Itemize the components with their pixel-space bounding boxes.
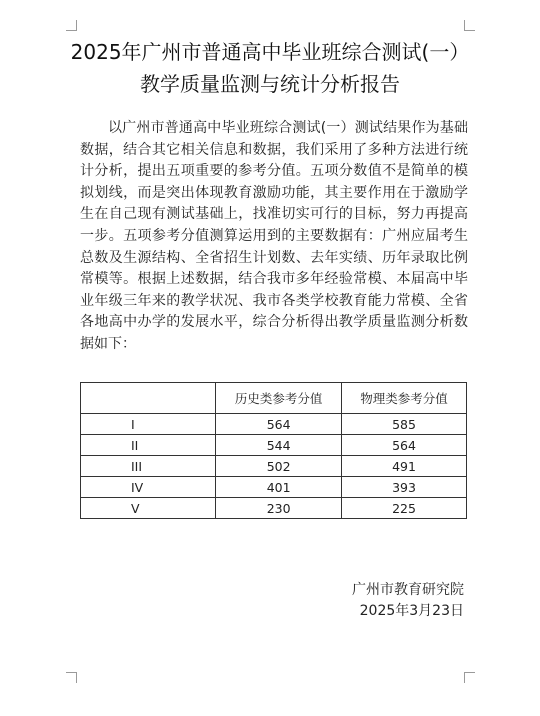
row-history-score: 401 (216, 477, 342, 498)
header-level (81, 383, 216, 414)
report-title: 2025年广州市普通高中毕业班综合测试(一）教学质量监测与统计分析报告 (70, 40, 470, 96)
issuing-organization: 广州市教育研究院 (352, 582, 464, 598)
row-physics-score: 491 (342, 456, 467, 477)
table-row (81, 456, 467, 477)
table-row (81, 477, 467, 498)
row-history-score: 544 (216, 435, 342, 456)
table-row (81, 435, 467, 456)
table-body (81, 414, 467, 519)
crop-mark-top-left (66, 20, 77, 31)
row-physics-score: 585 (342, 414, 467, 435)
table-row (81, 498, 467, 519)
row-level: IV (81, 477, 216, 498)
header-history: 历史类参考分值 (216, 383, 342, 414)
row-level: II (81, 435, 216, 456)
row-history-score: 230 (216, 498, 342, 519)
issue-date: 2025年3月23日 (359, 603, 464, 619)
row-history-score: 502 (216, 456, 342, 477)
row-physics-score: 225 (342, 498, 467, 519)
row-physics-score: 393 (342, 477, 467, 498)
row-level: I (81, 414, 216, 435)
crop-mark-top-right (464, 20, 475, 31)
reference-score-table (80, 382, 467, 519)
row-history-score: 564 (216, 414, 342, 435)
table-header-row (81, 383, 467, 414)
row-physics-score: 564 (342, 435, 467, 456)
row-level: III (81, 456, 216, 477)
row-level: V (81, 498, 216, 519)
report-body-paragraph: 以广州市普通高中毕业班综合测试(一）测试结果作为基础数据，结合其它相关信息和数据，我们采用了多种方法进行统计分析，提出五项重要的参考分值。五项分数值不是简单的模拟划线，而是突出体现教育激励功能，其主要作用在于激励学生在自己现有测试基础上，找准切实可行的目标，努力再提高一步。五项参考分值测算运用到的主要数据有：广州应届考生总数及生源结构、全省招生计划数、去年实绩、历年录取比例常模等。根据上述数据，结合我市多年经验常模、本届高中毕业年级三年来的教学状况、我市各类学校教育能力常模、全省各地高中办学的发展水平，综合分析得出教学质量监测分析数据如下： (80, 120, 468, 352)
header-physics: 物理类参考分值 (342, 383, 467, 414)
crop-mark-bottom-right (464, 672, 475, 683)
crop-mark-bottom-left (66, 672, 77, 683)
table-row (81, 414, 467, 435)
table-header (81, 383, 467, 414)
